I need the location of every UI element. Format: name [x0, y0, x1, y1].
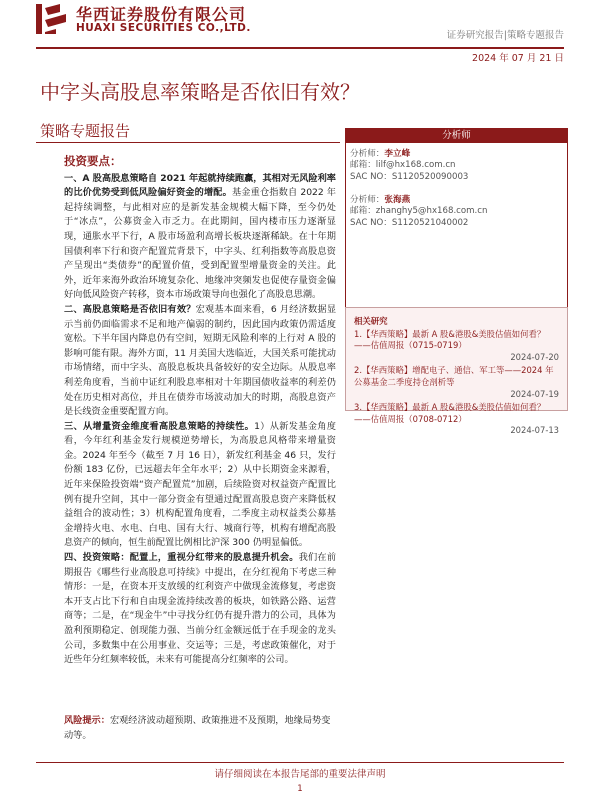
analyst-card	[350, 149, 562, 183]
email-label: 邮箱：	[350, 206, 376, 217]
related-item[interactable]: 3.【华西策略】最新 A 股&港股&美股估值如何看？——估值周报（0708-0712）	[354, 402, 546, 424]
risk-warning	[64, 714, 336, 743]
analyst-email[interactable]: zhanghy5@hx168.com.cn	[375, 206, 488, 217]
analyst-role: 分析师：	[350, 149, 385, 159]
report-type: 证券研究报告|策略专题报告	[446, 30, 564, 41]
risk-text: 宏观经济波动超预期、政策推进不及预期，地缘局势变动等。	[64, 715, 331, 741]
risk-label: 风险提示：	[64, 715, 110, 726]
company-name-en: HUAXI SECURITIES CO.,LTD.	[76, 22, 251, 34]
paragraph-body: 1）从新发基金角度看，今年红利基金发行规模逆势增长，为高股息风格带来增量资金。2024 年至今（截至 7 月 16 日），新发红利基金 46 只，发行份额 183 亿份，已远超去年全年水平；2）从中长期资金来源看，近年来保险投资端“资产配置荒”加剧，后续险资对权益资产配置比例有提升空间，其中一部分资金有望通过配置高股息资产来降低权益组合的波动性；3）机构配置角度看，二季度主动权益类公募基金增持火电、水电、白电、国有大行、城商行等，机构有增配高股息资产的倾向，恒生前配置比例相比沪深 300 仍明显偏低。	[64, 420, 336, 549]
company-name-cn: 华西证券股份有限公司	[76, 5, 247, 24]
report-date: 2024 年 07 月 21 日	[472, 53, 564, 64]
paragraph-body: 基金重仓指数自 2022 年起持续调整，与此相对应的是新发基金规模大幅下降，至今仍处于“冰点”，公募资金入市乏力。在此期间，国内楼市压力逐渐显现，通胀水平下行，A 股市场盈利高增长板块逐渐稀缺。在十年期国债利率下行和资产配置荒背景下，中字头、红利指数等高股息资产呈现出“类债券”的配置价值，受到配置型增量资金的关注。此外，近年来海外政治环境复杂化、地缘冲突频发也促使存量资金偏好向低风险资产转移，资本市场政策导向也强化了高股息思潮。	[64, 187, 336, 301]
related-date: 2024-07-13	[510, 425, 559, 436]
paragraph-lead: 四、投资策略：配置上，重视分红带来的股息提升机会。	[64, 552, 299, 564]
page-title: 中字头高股息率策略是否依旧有效？	[40, 80, 360, 104]
analyst-name: 张海燕	[384, 195, 411, 205]
analyst-role: 分析师：	[350, 195, 385, 205]
analyst-name: 李立峰	[384, 149, 411, 159]
summary-heading: 投资要点：	[64, 154, 122, 168]
analyst-heading: 分析师	[346, 129, 567, 143]
related-heading: 相关研究	[354, 316, 388, 326]
analyst-sac: SAC NO：S1120521040002	[350, 217, 469, 228]
related-date: 2024-07-20	[510, 351, 559, 362]
related-item[interactable]: 2.【华西策略】增配电子、通信、军工等——2024 年公募基金二季度持仓剖析等	[354, 365, 554, 387]
email-label: 邮箱：	[350, 160, 376, 171]
related-item[interactable]: 1.【华西策略】最新 A 股&港股&美股估值如何看？——估值周报（0715-0719）	[354, 328, 546, 351]
header-divider	[36, 47, 564, 49]
investment-summary	[64, 150, 336, 668]
analyst-sac: SAC NO：S1120520090003	[350, 171, 469, 182]
analyst-card	[350, 195, 562, 229]
legal-notice: 请仔细阅读在本报告尾部的重要法律声明	[214, 769, 386, 780]
report-subtitle: 策略专题报告	[40, 122, 131, 140]
paragraph-lead: 二、高股息策略是否依旧有效？	[64, 303, 196, 315]
footer-divider	[36, 762, 564, 763]
analyst-box	[345, 128, 568, 334]
summary-paragraph-4	[64, 551, 336, 668]
summary-paragraph-3	[64, 420, 336, 551]
related-research-box	[345, 307, 568, 436]
huaxi-logo-icon	[36, 2, 70, 36]
summary-paragraph-1	[64, 172, 336, 303]
page-number: 1	[297, 784, 303, 794]
related-date: 2024-07-19	[510, 388, 559, 399]
paragraph-lead: 一、A 股高股息策略自 2021 年起就持续跑赢，其相对无风险利率的比价优势受到低风险偏好资金的增配。	[64, 172, 336, 199]
paragraph-lead: 三、从增量资金维度看高股息策略的持续性。	[64, 420, 255, 432]
summary-paragraph-2	[64, 303, 336, 420]
paragraph-body: 宏观基本面来看，6 月经济数据显示当前仍面临需求不足和地产偏弱的制约，因此国内政策仍需适度宽松。下半年国内降息仍有空间，短期无风险利率的上行对 A 股的影响可能有限。海外方面，11 月美国大选临近，大国关系可能扰动市场情绪，而中字头、高股息板块具备较好的安全边际。从股息率利差角度看，当前中证红利股息率相对十年期国债收益率的利差仍处在历史相对高位，并且在债券市场波动加大的时期，高股息资产是长线资金重要配置方向。	[64, 303, 337, 418]
analyst-email[interactable]: lilf@hx168.com.cn	[375, 160, 456, 171]
paragraph-body: 我们在前期报告《哪些行业高股息可持续》中提出，在分红视角下考虑三种情形：一是，在资本开支放缓的红利资产中做现金流修复，考虑资本开支占比下行和自由现金流持续改善的板块，如铁路公路、运营商等；二是，在“现金牛”中寻找分红仍有提升潜力的公司，具体为盈利预期稳定、创现能力强、当前分红金额远低于在手现金的龙头公司，多数集中在公用事业、交运等；三是，考虑政策催化，对于近些年分红频率较低，未来有可能提高分红频率的公司。	[64, 552, 337, 666]
subtitle-divider	[36, 142, 340, 143]
